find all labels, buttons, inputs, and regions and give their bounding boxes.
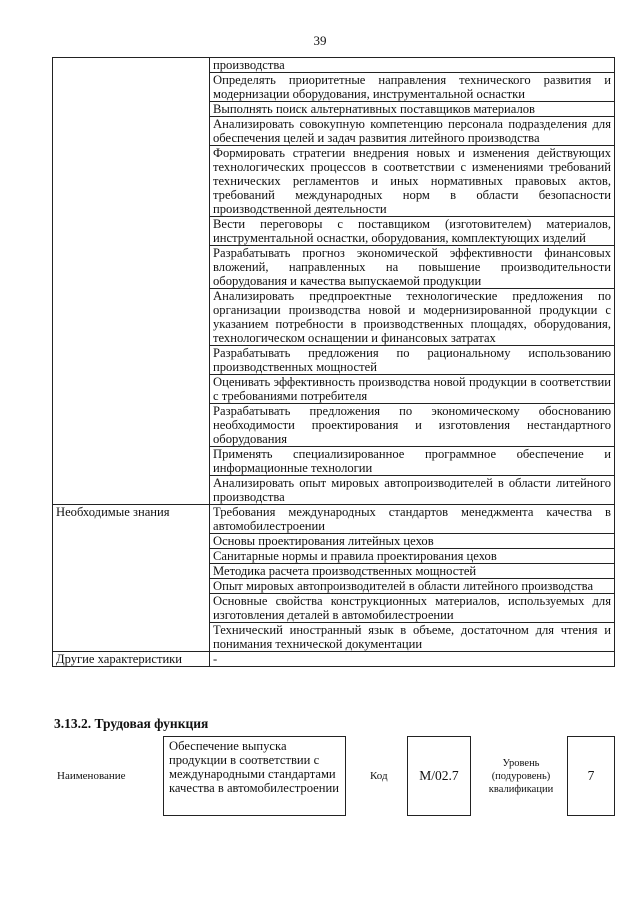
row-item-text: Разрабатывать предложения по рациональному использованию производственных мощностей xyxy=(210,346,615,375)
function-level-box: 7 xyxy=(567,736,615,816)
row-item-text: Определять приоритетные направления технического развития и модернизации оборудования, инструментальной оснастки xyxy=(210,73,615,102)
row-item-text: Разрабатывать предложения по экономическому обоснованию необходимости проектирования и изготовления нестандартного оборудования xyxy=(210,404,615,447)
function-level-label: Уровень (подуровень) квалификации xyxy=(488,758,554,795)
row-item-text: Вести переговоры с поставщиком (изготовителем) материалов, инструментальной оснастки, оборудования, комплектующих изделий xyxy=(210,217,615,246)
row-category-label xyxy=(53,58,210,505)
function-name-box: Обеспечение выпуска продукции в соответствии с международными стандартами качества в автомобилестроении xyxy=(163,736,346,816)
page-number: 39 xyxy=(313,33,327,48)
row-item-text: - xyxy=(210,652,615,667)
competency-table-body xyxy=(53,58,615,667)
row-item-text: Формировать стратегии внедрения новых и изменения действующих технологических процессов в соответствии с изменениями требований технических регламентов и иных нормативных правовых актов, требований международных норм в области безопасности производственной деятельности xyxy=(210,146,615,217)
table-row xyxy=(53,652,615,667)
row-item-text: производства xyxy=(210,58,615,73)
row-item-text: Технический иностранный язык в объеме, достаточном для чтения и понимания технической документации xyxy=(210,623,615,652)
row-item-text: Применять специализированное программное обеспечение и информационные технологии xyxy=(210,447,615,476)
function-code-label: Код xyxy=(370,770,388,782)
section-heading: 3.13.2. Трудовая функция xyxy=(54,716,209,731)
row-item-text: Опыт мировых автопроизводителей в области литейного производства xyxy=(210,579,615,594)
row-item-text: Основные свойства конструкционных материалов, используемых для изготовления деталей в автомобилестроении xyxy=(210,594,615,623)
row-item-text: Анализировать совокупную компетенцию персонала подразделения для обеспечения целей и задач развития литейного производства xyxy=(210,117,615,146)
competency-table xyxy=(52,57,615,667)
row-item-text: Анализировать опыт мировых автопроизводителей в области литейного производства xyxy=(210,476,615,505)
table-row xyxy=(53,58,615,73)
row-category-label: Другие характеристики xyxy=(53,652,210,667)
table-row xyxy=(53,505,615,534)
function-code-box: М/02.7 xyxy=(407,736,471,816)
row-item-text: Методика расчета производственных мощностей xyxy=(210,564,615,579)
row-item-text: Требования международных стандартов менеджмента качества в автомобилестроении xyxy=(210,505,615,534)
row-item-text: Основы проектирования литейных цехов xyxy=(210,534,615,549)
row-item-text: Оценивать эффективность производства новой продукции в соответствии с требованиями потребителя xyxy=(210,375,615,404)
row-item-text: Выполнять поиск альтернативных поставщиков материалов xyxy=(210,102,615,117)
row-item-text: Санитарные нормы и правила проектирования цехов xyxy=(210,549,615,564)
row-item-text: Анализировать предпроектные технологические предложения по организации производства новой и модернизированной продукции с указанием потребности в производственных площадях, оборудования, технологическом оснащении и финансовых затратах xyxy=(210,289,615,346)
function-name-label: Наименование xyxy=(57,770,126,782)
row-item-text: Разрабатывать прогноз экономической эффективности финансовых вложений, направленных на повышение производительности оборудования и качества выпускаемой продукции xyxy=(210,246,615,289)
row-category-label: Необходимые знания xyxy=(53,505,210,652)
